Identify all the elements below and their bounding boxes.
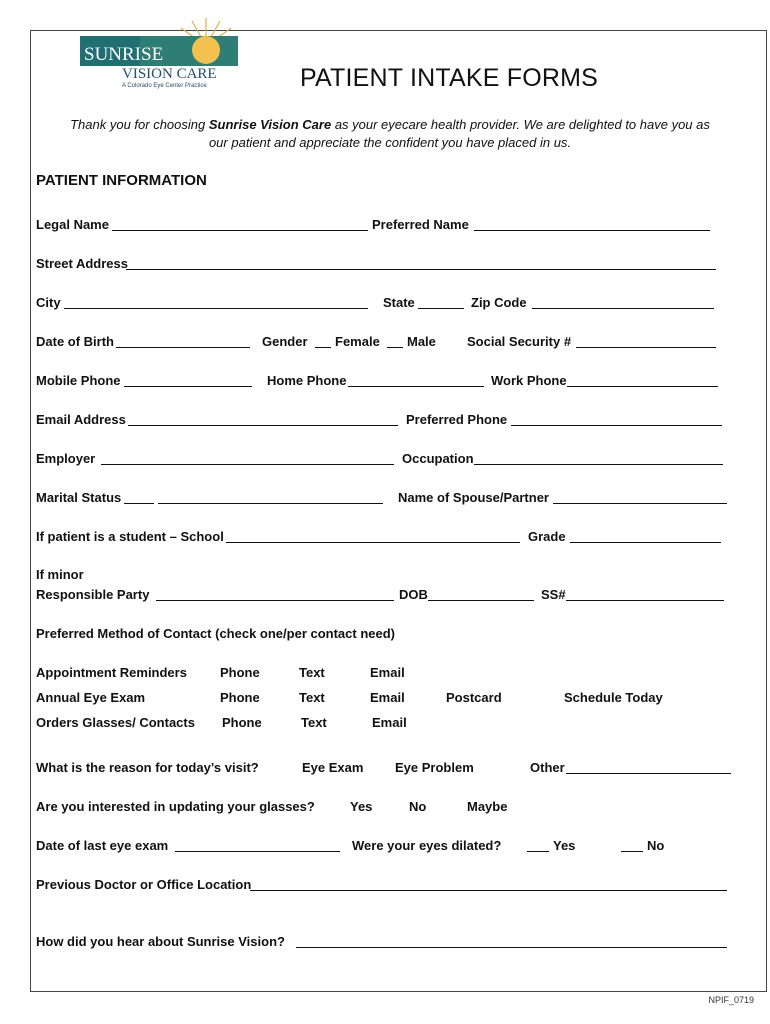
option-eye-exam[interactable]: Eye Exam xyxy=(302,760,364,775)
referral-field[interactable] xyxy=(296,947,727,948)
home-phone-field[interactable] xyxy=(348,386,484,387)
street-address-field[interactable] xyxy=(126,269,716,270)
legal-name-label: Legal Name xyxy=(36,217,109,232)
marital-status-field[interactable] xyxy=(124,503,154,504)
dilated-label: Were your eyes dilated? xyxy=(352,838,502,853)
sunrise-icon xyxy=(80,16,240,94)
option-email[interactable]: Email xyxy=(370,665,405,680)
option-phone[interactable]: Phone xyxy=(220,665,260,680)
option-phone[interactable]: Phone xyxy=(220,690,260,705)
preferred-phone-label: Preferred Phone xyxy=(406,412,508,427)
form-code: NPIF_0719 xyxy=(708,995,754,1005)
if-minor-label: If minor xyxy=(36,567,84,582)
preferred-phone-field[interactable] xyxy=(511,425,722,426)
svg-text:A Colorado Eye Center Practice: A Colorado Eye Center Practice xyxy=(122,83,207,89)
marital-status-detail-field[interactable] xyxy=(158,503,383,504)
section-title: PATIENT INFORMATION xyxy=(36,172,207,189)
preferred-name-label: Preferred Name xyxy=(372,217,469,232)
responsible-party-field[interactable] xyxy=(156,600,394,601)
street-address-label: Street Address xyxy=(36,256,128,271)
minor-ss-field[interactable] xyxy=(566,600,724,601)
dob-field[interactable] xyxy=(116,347,250,348)
state-field[interactable] xyxy=(418,308,464,309)
previous-doctor-label: Previous Doctor or Office Location xyxy=(36,877,252,892)
contact-heading: Preferred Method of Contact (check one/per contact need) xyxy=(36,626,396,641)
visit-reason-label: What is the reason for today’s visit? xyxy=(36,760,259,775)
responsible-party-label: Responsible Party xyxy=(36,587,150,602)
glasses-question: Are you interested in updating your glasses? xyxy=(36,799,315,814)
employer-field[interactable] xyxy=(101,464,394,465)
orders-glasses-label: Orders Glasses/ Contacts xyxy=(36,715,195,730)
school-field[interactable] xyxy=(226,542,520,543)
gender-label: Gender xyxy=(262,334,308,349)
spouse-field[interactable] xyxy=(553,503,727,504)
option-email[interactable]: Email xyxy=(370,690,405,705)
city-field[interactable] xyxy=(64,308,368,309)
option-schedule-today[interactable]: Schedule Today xyxy=(564,690,663,705)
option-phone[interactable]: Phone xyxy=(222,715,262,730)
spouse-label: Name of Spouse/Partner xyxy=(398,490,549,505)
minor-dob-label: DOB xyxy=(399,587,428,602)
male-checkbox[interactable] xyxy=(387,347,403,348)
grade-field[interactable] xyxy=(570,542,721,543)
other-reason-field[interactable] xyxy=(566,773,731,774)
email-address-label: Email Address xyxy=(36,412,126,427)
marital-status-label: Marital Status xyxy=(36,490,122,505)
dilated-yes-label: Yes xyxy=(553,838,576,853)
dilated-no-label: No xyxy=(647,838,665,853)
svg-text:VISION CARE: VISION CARE xyxy=(122,66,217,82)
school-label: If patient is a student – School xyxy=(36,529,224,544)
legal-name-field[interactable] xyxy=(112,230,368,231)
dilated-yes-checkbox[interactable] xyxy=(527,851,549,852)
ssn-label: Social Security # xyxy=(467,334,572,349)
option-text[interactable]: Text xyxy=(299,690,325,705)
zip-field[interactable] xyxy=(532,308,714,309)
city-label: City xyxy=(36,295,61,310)
option-text[interactable]: Text xyxy=(301,715,327,730)
minor-ss-label: SS# xyxy=(541,587,566,602)
email-address-field[interactable] xyxy=(128,425,398,426)
previous-doctor-field[interactable] xyxy=(250,890,727,891)
dilated-no-checkbox[interactable] xyxy=(621,851,643,852)
occupation-label: Occupation xyxy=(402,451,474,466)
dob-label: Date of Birth xyxy=(36,334,114,349)
intro-text: Thank you for choosing Sunrise Vision Care as your eyecare health provider. We are delighted to have you as our patient and appreciate the confident you have placed in us. xyxy=(70,117,710,150)
zip-label: Zip Code xyxy=(471,295,527,310)
ssn-field[interactable] xyxy=(576,347,716,348)
grade-label: Grade xyxy=(528,529,566,544)
occupation-field[interactable] xyxy=(474,464,723,465)
option-maybe[interactable]: Maybe xyxy=(467,799,508,814)
sunrise-logo xyxy=(80,16,240,94)
female-checkbox[interactable] xyxy=(315,347,331,348)
preferred-name-field[interactable] xyxy=(474,230,710,231)
work-phone-field[interactable] xyxy=(567,386,718,387)
mobile-phone-label: Mobile Phone xyxy=(36,373,121,388)
home-phone-label: Home Phone xyxy=(267,373,347,388)
option-yes[interactable]: Yes xyxy=(350,799,373,814)
minor-dob-field[interactable] xyxy=(428,600,534,601)
svg-text:SUNRISE: SUNRISE xyxy=(84,44,164,65)
referral-label: How did you hear about Sunrise Vision? xyxy=(36,934,285,949)
option-eye-problem[interactable]: Eye Problem xyxy=(395,760,474,775)
option-other[interactable]: Other xyxy=(530,760,565,775)
employer-label: Employer xyxy=(36,451,96,466)
option-postcard[interactable]: Postcard xyxy=(446,690,502,705)
annual-eye-exam-label: Annual Eye Exam xyxy=(36,690,146,705)
last-exam-label: Date of last eye exam xyxy=(36,838,169,853)
state-label: State xyxy=(383,295,415,310)
option-email[interactable]: Email xyxy=(372,715,407,730)
work-phone-label: Work Phone xyxy=(491,373,567,388)
option-text[interactable]: Text xyxy=(299,665,325,680)
male-label: Male xyxy=(407,334,436,349)
appointment-reminders-label: Appointment Reminders xyxy=(36,665,187,680)
female-label: Female xyxy=(335,334,380,349)
mobile-phone-field[interactable] xyxy=(124,386,252,387)
last-exam-field[interactable] xyxy=(175,851,340,852)
page-title: PATIENT INTAKE FORMS xyxy=(300,64,599,92)
option-no[interactable]: No xyxy=(409,799,427,814)
